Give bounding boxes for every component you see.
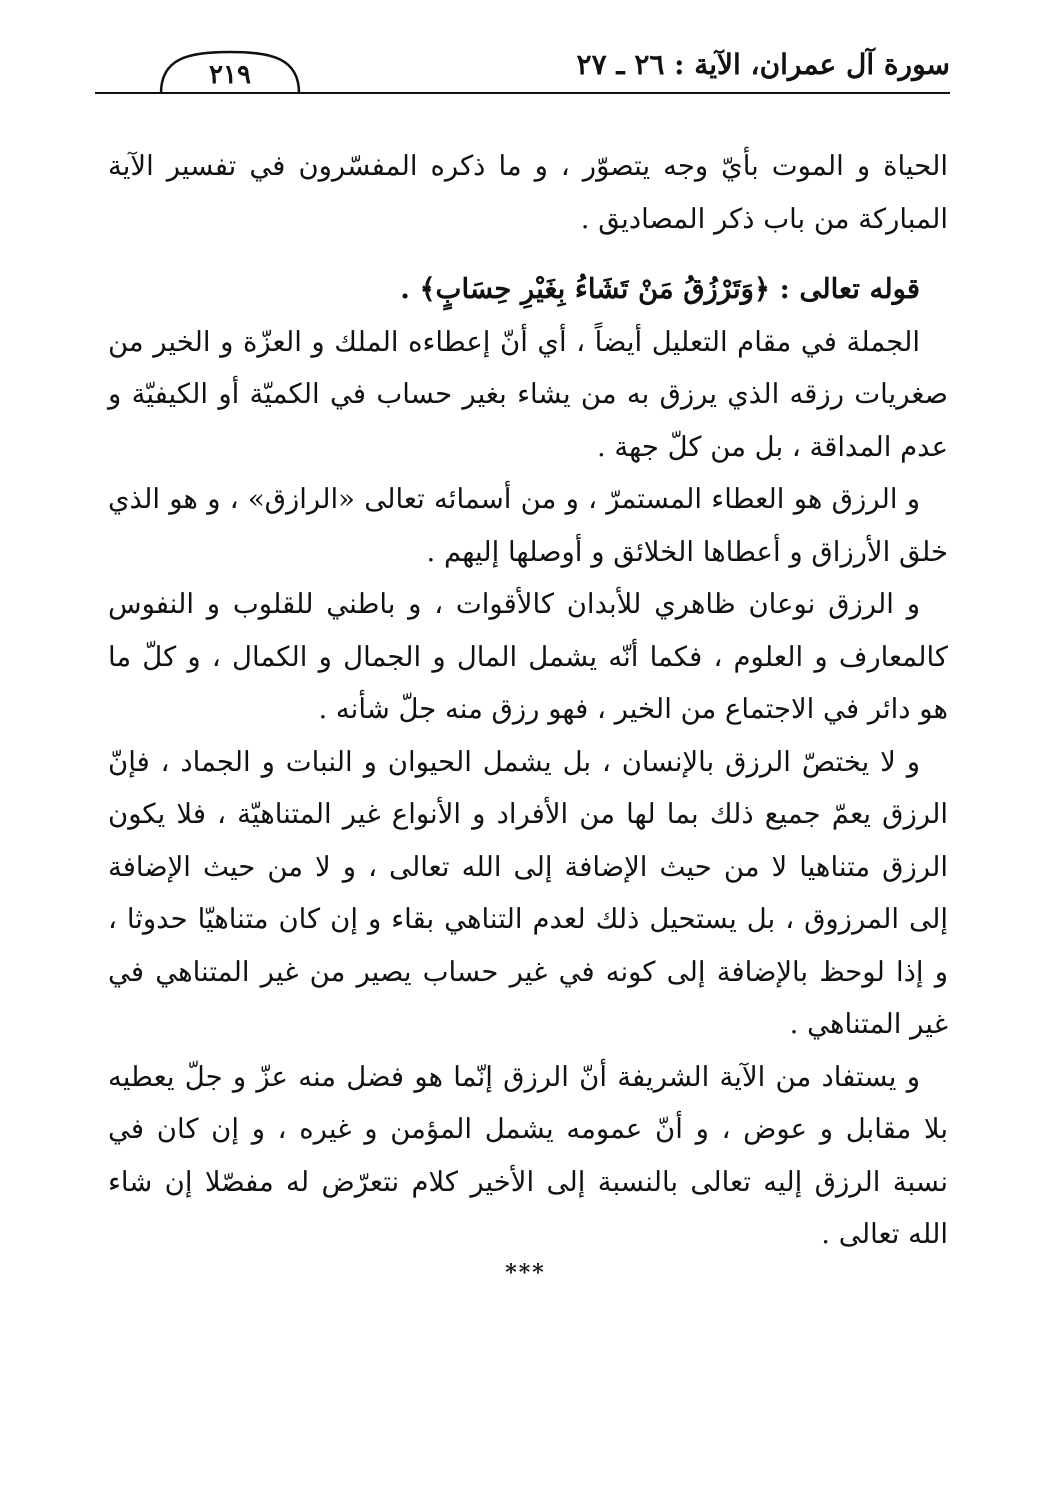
- page-header: [95, 40, 950, 100]
- section-separator: ***: [505, 1260, 546, 1286]
- header-rule: [95, 92, 950, 94]
- verse-end: .: [400, 273, 420, 305]
- paragraph-5: و لا يختصّ الرزق بالإنسان ، بل يشمل الحيوان و النبات و الجماد ، فإنّ الرزق يعمّ جميع ذلك بما لها من الأفراد و الأنواع غير المتناهيّة ، فلا يكون الرزق متناهيا لا من حيث الإضافة إلى الله تعالى ، و لا من حيث الإضافة إلى المرزوق ، بل يستحيل ذلك لعدم التناهي بقاء و إن كان متناهيّا حدوثا ، و إذا لوحظ بالإضافة إلى كونه في غير حساب يصير من غير المتناهي في غير المتناهي .: [108, 745, 948, 1040]
- page-body: [108, 140, 948, 1261]
- paragraph-6: و يستفاد من الآية الشريفة أنّ الرزق إنّما هو فضل منه عزّ و جلّ يعطيه بلا مقابل و عوض ، و أنّ عمومه يشمل المؤمن و غيره ، و إن كان في نسبة الرزق إليه تعالى بالنسبة إلى الأخير كلام نتعرّض له مفصّلا إن شاء الله تعالى .: [108, 1060, 948, 1250]
- page-number-badge: [155, 46, 305, 106]
- quran-verse: ﴿وَتَرْزُقُ مَنْ تَشَاءُ بِغَيْرِ حِسَابٍ﴾: [419, 273, 771, 305]
- paragraph-2: الجملة في مقام التعليل أيضاً ، أي أنّ إعطاءه الملك و العزّة و الخير من صغريات رزقه الذي يرزق به من يشاء بغير حساب في الكميّة أو الكيفيّة و عدم المداقة ، بل من كلّ جهة .: [108, 325, 948, 463]
- verse-heading: [108, 263, 948, 316]
- page-number: ٢١٩: [209, 60, 251, 90]
- paragraph-3: و الرزق هو العطاء المستمرّ ، و من أسمائه تعالى «الرازق» ، و هو الذي خلق الأرزاق و أعطاها الخلائق و أوصلها إليهم .: [108, 483, 948, 568]
- verse-label: قوله تعالى :: [770, 273, 920, 305]
- paragraph-1: الحياة و الموت بأيّ وجه يتصوّر ، و ما ذكره المفسّرون في تفسير الآية المباركة من باب ذكر المصاديق .: [108, 150, 948, 235]
- running-title: سورة آل عمران، الآية : ٢٦ ـ ٢٧: [576, 48, 950, 81]
- paragraph-4: و الرزق نوعان ظاهري للأبدان كالأقوات ، و باطني للقلوب و النفوس كالمعارف و العلوم ، فكما أنّه يشمل المال و الجمال و الكمال ، و كلّ ما هو دائر في الاجتماع من الخير ، فهو رزق منه جلّ شأنه .: [108, 588, 948, 725]
